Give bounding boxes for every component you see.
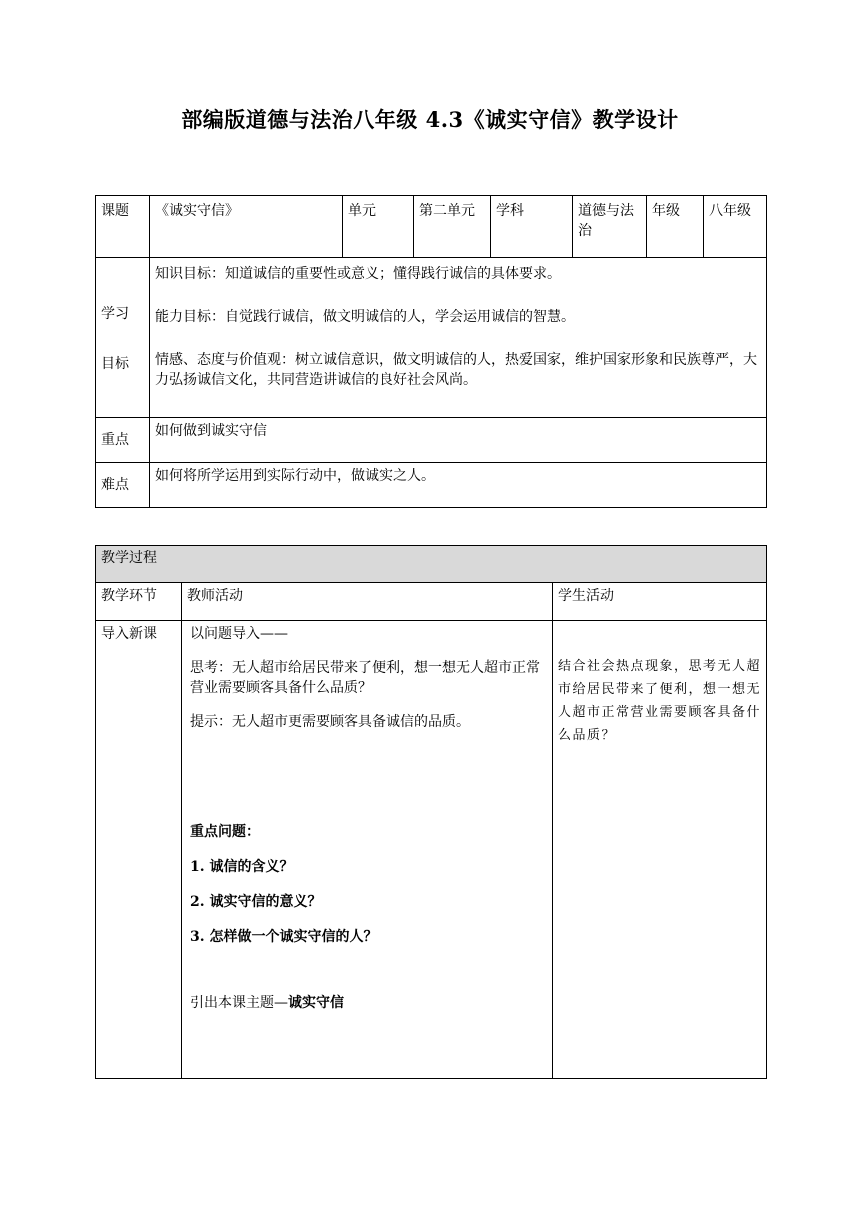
unit-label: 单元 [343, 196, 414, 258]
question-1: 1. 诚信的含义？ [190, 859, 294, 875]
subject-value: 道德与法治 [573, 196, 647, 258]
col-teacher: 教师活动 [182, 583, 553, 621]
student-activity: 结合社会热点现象，思考无人超市给居民带来了便利，想一想无人超市正常营业需要顾客具备什么品质？ [553, 621, 767, 1079]
key-questions-title: 重点问题： [190, 824, 260, 840]
question-2: 2. 诚实守信的意义？ [190, 894, 322, 910]
goals-label: 学习 目标 [96, 258, 150, 418]
theme-text: 诚实守信 [288, 995, 344, 1011]
grade-value: 八年级 [704, 196, 767, 258]
think-text: 思考：无人超市给居民带来了便利，想一想无人超市正常营业需要顾客具备什么品质？ [190, 660, 540, 696]
col-student: 学生活动 [553, 583, 767, 621]
intro-text: 以问题导入—— [190, 626, 288, 642]
difficulty-label: 难点 [96, 463, 150, 508]
theme-line: 引出本课主题—诚实守信 [190, 995, 344, 1011]
question-3: 3. 怎样做一个诚实守信的人？ [190, 929, 378, 945]
document-title: 部编版道德与法治八年级 4.3《诚实守信》教学设计 [181, 107, 679, 132]
process-table [95, 545, 767, 1079]
grade-label: 年级 [647, 196, 704, 258]
course-value: 《诚实守信》 [150, 196, 343, 258]
col-stage: 教学环节 [96, 583, 182, 621]
process-header: 教学过程 [96, 546, 767, 583]
difficulty-value: 如何将所学运用到实际行动中，做诚实之人。 [150, 463, 767, 508]
teacher-activity [182, 621, 553, 1079]
info-table [95, 195, 767, 508]
subject-label: 学科 [491, 196, 573, 258]
key-point-label: 重点 [96, 418, 150, 463]
goals-content [150, 258, 767, 418]
course-label: 课题 [96, 196, 150, 258]
knowledge-goal: 知识目标：知道诚信的重要性或意义；懂得践行诚信的具体要求。 [155, 266, 561, 282]
emotion-goal: 情感、态度与价值观：树立诚信意识，做文明诚信的人，热爱国家，维护国家形象和民族尊严，大力弘扬诚信文化，共同营造讲诚信的良好社会风尚。 [155, 352, 757, 388]
ability-goal: 能力目标：自觉践行诚信，做文明诚信的人，学会运用诚信的智慧。 [155, 309, 575, 325]
hint-text: 提示：无人超市更需要顾客具备诚信的品质。 [190, 714, 470, 730]
stage-cell: 导入新课 [96, 621, 182, 1079]
key-point-value: 如何做到诚实守信 [150, 418, 767, 463]
unit-value: 第二单元 [414, 196, 491, 258]
